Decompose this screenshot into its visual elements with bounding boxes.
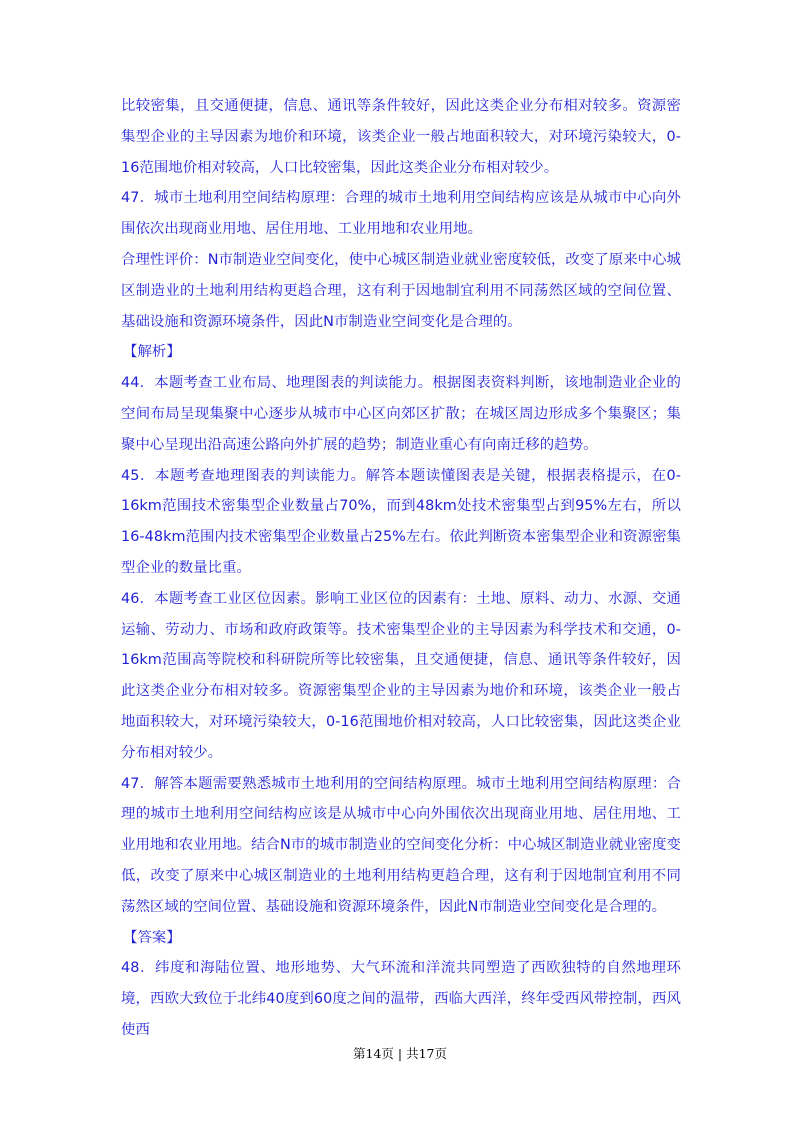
section-heading-analysis: 【解析】 [123, 344, 181, 361]
paragraph-evaluation: 合理性评价：N市制造业空间变化，使中心城区制造业就业密度较低，改变了原来中心城区制造业的土地利用结构更趋合理，这有利于因地制宜利用不同荡然区域的空间位置、基础设施和资源环境条件，因此N市制造业空间变化是合理的。 [121, 251, 681, 330]
paragraph-48: 48．纬度和海陆位置、地形地势、大气环流和洋流共同塑造了西欧独特的自然地理环境，西欧大致位于北纬40度到60度之间的温带，西临大西洋，终年受西风带控制，西风使西 [121, 960, 681, 1038]
paragraph-44: 44．本题考查工业布局、地理图表的判读能力。根据图表资料判断，该地制造业企业的空间布局呈现集聚中心逐步从城市中心区向郊区扩散；在城区周边形成多个集聚区；集聚中心呈现出沿高速公路向外扩展的趋势；制造业重心有向南迁移的趋势。 [121, 375, 681, 453]
paragraph-continuation: 比较密集，且交通便捷，信息、通讯等条件较好，因此这类企业分布相对较多。资源密集型企业的主导因素为地价和环境，该类企业一般占地面积较大，对环境污染较大，0-16范围地价相对较高，人口比较密集，因此这类企业分布相对较少。 [121, 98, 681, 176]
paragraph-46: 46．本题考查工业区位因素。影响工业区位的因素有：土地、原料、动力、水源、交通运输、劳动力、市场和政府政策等。技术密集型企业的主导因素为科学技术和交通，0-16km范围高等院校和科研院所等比较密集，且交通便捷，信息、通讯等条件较好，因此这类企业分布相对较多。资源密集型企业的主导因素为地价和环境，该类企业一般占地面积较大，对环境污染较大，0-16范围地价相对较高，人口比较密集，因此这类企业分布相对较少。 [121, 590, 681, 761]
document-body [121, 91, 681, 1046]
paragraph-47: 47．解答本题需要熟悉城市土地利用的空间结构原理。城市土地利用空间结构原理：合理的城市土地利用空间结构应该是从城市中心向外围依次出现商业用地、居住用地、工业用地和农业用地。结合N市的城市制造业的空间变化分析：中心城区制造业就业密度变低，改变了原来中心城区制造业的土地利用结构更趋合理，这有利于因地制宜利用不同荡然区域的空间位置、基础设施和资源环境条件，因此N市制造业空间变化是合理的。 [121, 775, 681, 915]
paragraph-45: 45．本题考查地理图表的判读能力。解答本题读懂图表是关键，根据表格提示，在0-16km范围技术密集型企业数量占70%，而到48km处技术密集型占到95%左右，所以16-48km范围内技术密集型企业数量占25%左右。依此判断资本密集型企业和资源密集型企业的数量比重。 [121, 467, 681, 576]
section-heading-answer: 【答案】 [123, 929, 181, 946]
paragraph-47-principle: 47．城市土地利用空间结构原理：合理的城市土地利用空间结构应该是从城市中心向外围依次出现商业用地、居住用地、工业用地和农业用地。 [121, 190, 681, 238]
page-number-footer: 第14页 | 共17页 [353, 1046, 447, 1061]
